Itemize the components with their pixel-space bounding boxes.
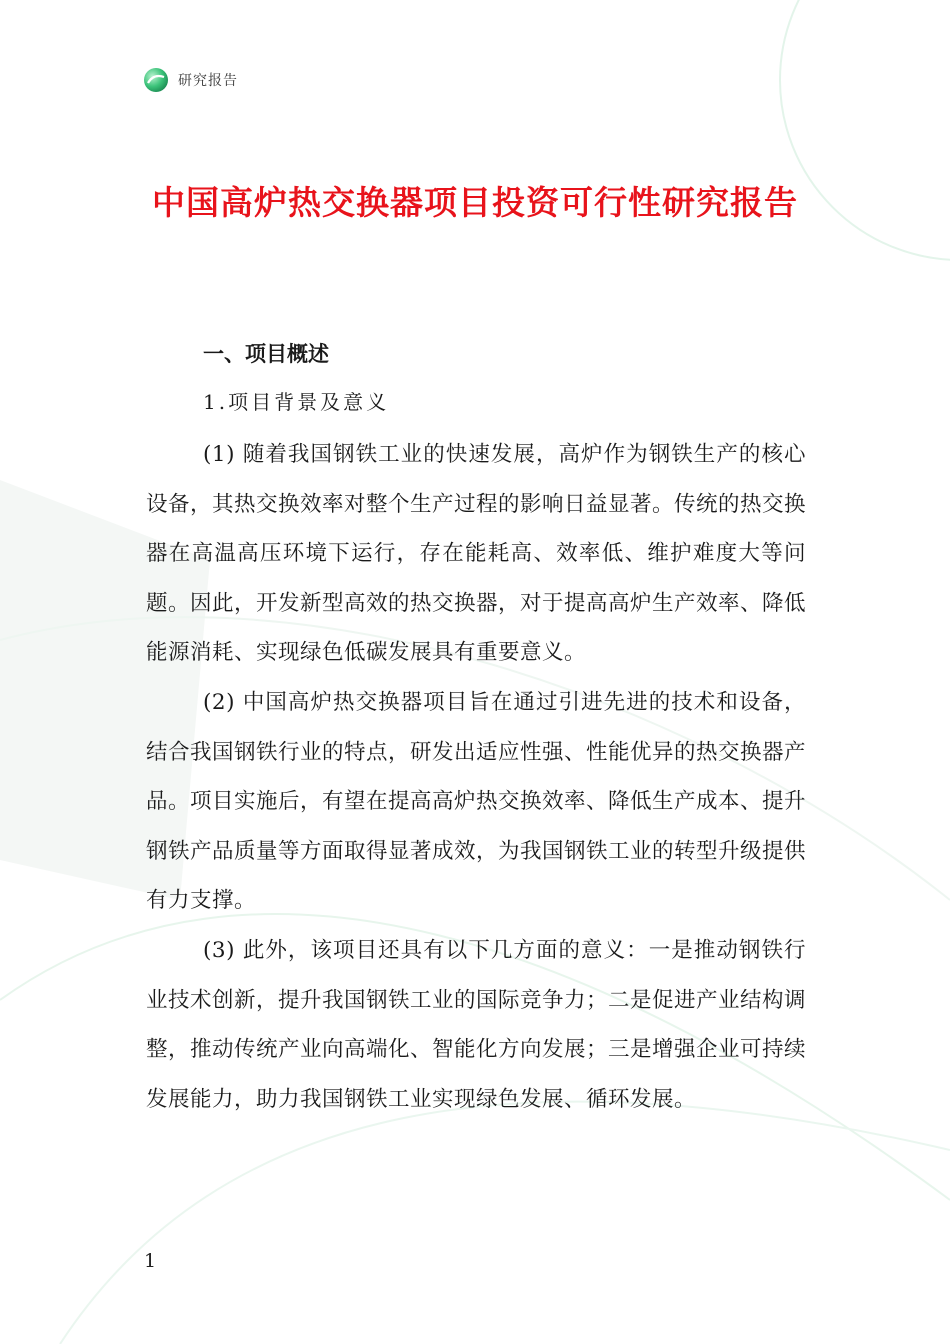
page-number: 1 xyxy=(144,1250,157,1272)
green-sphere-logo-icon xyxy=(142,66,170,94)
sub-heading: 1.项目背景及意义 xyxy=(203,390,390,414)
document-body xyxy=(146,334,806,1124)
paragraph-2: (2) 中国高炉热交换器项目旨在通过引进先进的技术和设备，结合我国钢铁行业的特点，研发出适应性强、性能优异的热交换器产品。项目实施后，有望在提高高炉热交换效率、降低生产成本、提升钢铁产品质量等方面取得显著成效，为我国钢铁工业的转型升级提供有力支撑。 xyxy=(146,689,807,914)
section-heading: 一、项目概述 xyxy=(203,342,329,366)
header-label: 研究报告 xyxy=(178,73,238,89)
document-title: 中国高炉热交换器项目投资可行性研究报告 xyxy=(152,183,798,222)
paragraph-3: (3) 此外，该项目还具有以下几方面的意义：一是推动钢铁行业技术创新，提升我国钢铁工业的国际竞争力；二是促进产业结构调整，推动传统产业向高端化、智能化方向发展；三是增强企业可持续发展能力，助力我国钢铁工业实现绿色发展、循环发展。 xyxy=(146,937,807,1112)
paragraph-1: (1) 随着我国钢铁工业的快速发展，高炉作为钢铁生产的核心设备，其热交换效率对整个生产过程的影响日益显著。传统的热交换器在高温高压环境下运行，存在能耗高、效率低、维护难度大等问题。因此，开发新型高效的热交换器，对于提高高炉生产效率、降低能源消耗、实现绿色低碳发展具有重要意义。 xyxy=(146,442,807,666)
report-header xyxy=(142,66,238,94)
